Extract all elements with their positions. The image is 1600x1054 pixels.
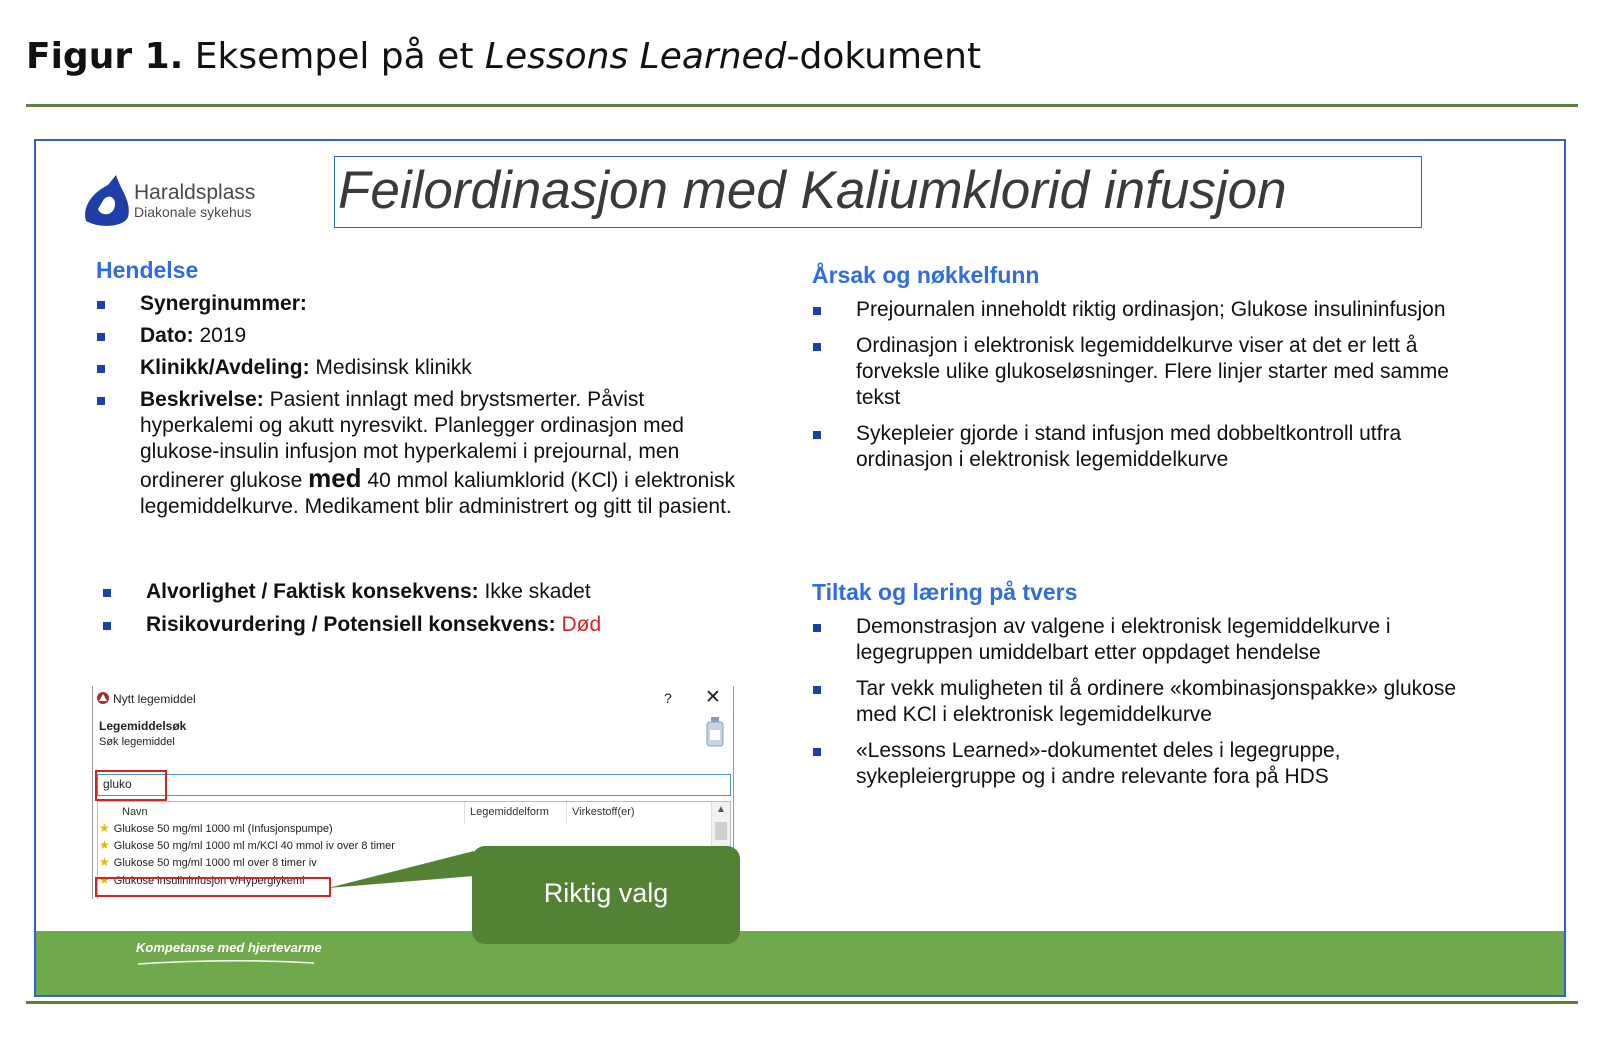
row-label: Glukose 50 mg/ml 1000 ml (Infusjonspumpe) [113, 823, 333, 835]
list-item: Ordinasjon i elektronisk legemiddelkurve viser at det er lett å forveksle ulike glukoseløsninger. Flere linjer starter med samme tekst [812, 333, 1492, 411]
column-header-substance[interactable]: Virkestoff(er) [572, 806, 635, 818]
item-value: Pasient innlagt med brystsmerter. Påvist hyperkalemi og akutt nyresvikt. Planlegger ordinasjon med glukose-insulin infusjon mot hyperkalemi i prejournal, men ordinerer glukose [140, 388, 684, 492]
item-label: Klinikk/Avdeling: [140, 356, 310, 379]
item-emphasis: med [308, 463, 362, 493]
scroll-up-icon[interactable]: ▲ [716, 804, 726, 815]
item-label: Risikovurdering / Potensiell konsekvens: [146, 613, 556, 636]
item-value: 2019 [193, 324, 247, 347]
callout-pointer [36, 141, 1564, 995]
column-header-form[interactable]: Legemiddelform [470, 806, 549, 818]
top-rule [26, 104, 1578, 107]
item-label: Dato: [140, 324, 194, 347]
footer-slogan: Kompetanse med hjertevarme [136, 940, 322, 955]
close-button[interactable]: ✕ [705, 687, 721, 708]
dialog-heading: Legemiddelsøk [99, 719, 187, 733]
row-label: Glukose 50 mg/ml 1000 ml over 8 timer iv [113, 857, 317, 869]
list-item: Demonstrasjon av valgene i elektronisk legemiddelkurve i legegruppen umiddelbart etter oppdaget hendelse [812, 614, 1472, 666]
help-button[interactable]: ? [664, 690, 672, 706]
column-header-name[interactable]: Navn [122, 806, 148, 818]
hendelse-heading: Hendelse [96, 257, 199, 283]
dialog-title: Nytt legemiddel [113, 692, 196, 706]
list-item: Tar vekk muligheten til å ordinere «kombinasjonspakke» glukose med KCl i elektronisk legemiddelkurve [812, 676, 1472, 728]
item-value: Medisinsk klinikk [309, 356, 472, 379]
callout-box [472, 846, 740, 944]
star-icon: ★ [99, 821, 110, 835]
figure-caption [26, 36, 981, 77]
logo-subtitle: Diakonale sykehus [134, 204, 252, 220]
slide-title: Feilordinasjon med Kaliumklorid infusjon [338, 161, 1287, 220]
dialog-subheading: Søk legemiddel [99, 736, 175, 748]
logo-name: Haraldsplass [134, 181, 256, 204]
bottom-rule [26, 1001, 1578, 1004]
callout-text: Riktig valg [543, 878, 669, 908]
list-item: Prejournalen inneholdt riktig ordinasjon; Glukose insulininfusjon [812, 297, 1492, 323]
row-label: Glukose insulininfusjon v/Hyperglykemi [113, 875, 305, 887]
slide [34, 139, 1566, 997]
list-item: «Lessons Learned»-dokumentet deles i legegruppe, sykepleiergruppe og i andre relevante fora på HDS [812, 738, 1472, 790]
row-label: Glukose 50 mg/ml 1000 ml m/KCl 40 mmol iv over 8 timer [113, 840, 395, 852]
figure-text-after: -dokument [786, 36, 982, 77]
figure-label: Figur 1. [26, 36, 184, 77]
item-label: Alvorlighet / Faktisk konsekvens: [146, 580, 479, 603]
figure-text-before: Eksempel på et [194, 36, 474, 77]
item-value: Ikke skadet [478, 580, 591, 603]
star-icon: ★ [99, 838, 110, 852]
item-label: Beskrivelse: [140, 388, 264, 411]
item-value-red: Død [555, 613, 602, 636]
tiltak-heading: Tiltak og læring på tvers [812, 579, 1078, 605]
arsak-heading: Årsak og nøkkelfunn [812, 262, 1040, 288]
search-value: gluko [103, 777, 132, 791]
list-item: Sykepleier gjorde i stand infusjon med dobbeltkontroll utfra ordinasjon i elektronisk legemiddelkurve [812, 421, 1492, 473]
star-icon: ★ [99, 873, 110, 887]
figure-text-italic: Lessons Learned [484, 36, 787, 77]
item-value: 40 mmol kaliumklorid (KCl) i elektronisk legemiddelkurve. Medikament blir administrert og gitt til pasient. [140, 469, 735, 518]
item-label: Synerginummer: [140, 292, 307, 315]
star-icon: ★ [99, 855, 110, 869]
